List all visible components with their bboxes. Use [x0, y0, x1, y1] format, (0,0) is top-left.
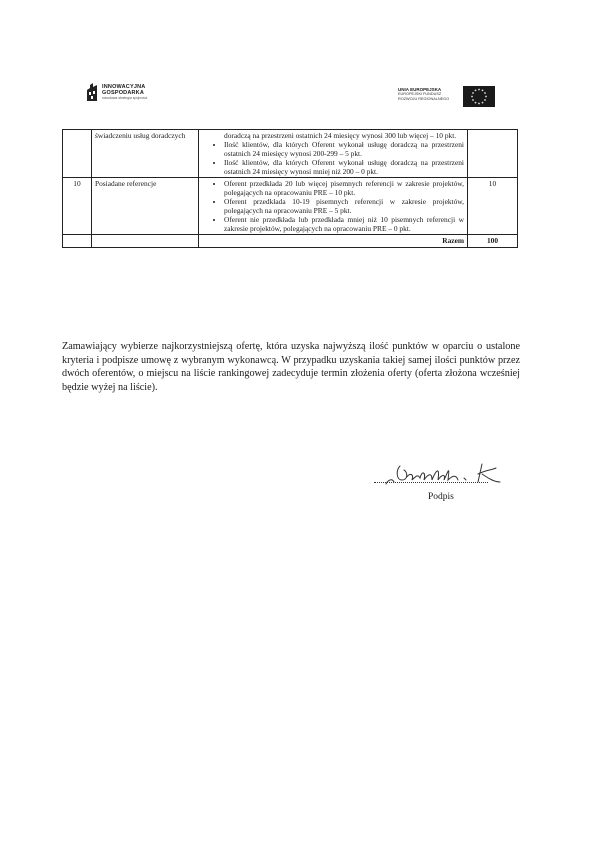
eu-line-2: EUROPEJSKI FUNDUSZ [398, 92, 442, 96]
list-item: • Ilość klientów, dla których Oferent wykonał usługę doradczą na przestrzeni ostatnich 24 miesięcy wynosi 200-299 – 5 pkt. [224, 140, 464, 158]
logo-line-3: narodowa strategia spójności [102, 96, 148, 100]
logo-line-2: GOSPODARKA [102, 90, 145, 96]
list-item: • Oferent przedkłada 20 lub więcej pisemnych referencji w zakresie projektów, polegających na opracowaniu PRE – 10 pkt. [224, 179, 464, 197]
criterion-description [199, 178, 468, 235]
eu-flag-icon [463, 86, 495, 107]
criteria-table [62, 129, 518, 248]
criterion-points [468, 130, 518, 178]
criterion-name: Posiadane referencje [92, 178, 199, 235]
innowacyjna-gospodarka-logo-icon [86, 82, 98, 102]
table-row [63, 130, 518, 178]
signature-label: Podpis [428, 492, 454, 502]
criterion-number: 10 [63, 178, 92, 235]
table-row [63, 178, 518, 235]
signature-line [374, 482, 488, 483]
description-continuation: doradczą na przestrzeni ostatnich 24 miesięcy wynosi 300 lub więcej – 10 pkt. [224, 131, 457, 140]
criterion-points: 10 [468, 178, 518, 235]
eu-line-3: ROZWOJU REGIONALNEGO [398, 97, 450, 101]
list-item: • Oferent przedkłada 10-19 pisemnych referencji w zakresie projektów, polegających na opracowaniu PRE – 5 pkt. [224, 197, 464, 215]
criterion-number [63, 130, 92, 178]
list-item: • Oferent nie przedkłada lub przedkłada mniej niż 10 pisemnych referencji w zakresie projektów, polegających na opracowaniu PRE – 0 pkt. [224, 215, 464, 233]
criterion-name: świadczeniu usług doradczych [92, 130, 199, 178]
criterion-description [199, 130, 468, 178]
innowacyjna-gospodarka-logo [86, 82, 206, 104]
selection-paragraph: Zamawiający wybierze najkorzystniejszą ofertę, która uzyska najwyższą ilość punktów w oparciu o ustalone kryteria i podpisze umowę z wybranym wykonawcą. W przypadku uzyskania takiej samej ilości punktów przez dwóch oferentów, o miejscu na liście rankingowej zadecyduje termin złożenia oferty (oferta złożona wcześniej będzie wyżej na liście). [62, 341, 520, 393]
empty-cell [92, 235, 199, 248]
logo-line-1: INNOWACYJNA [102, 84, 146, 90]
sum-row [63, 235, 518, 248]
empty-cell [63, 235, 92, 248]
eu-line-1: UNIA EUROPEJSKA [398, 87, 442, 92]
handwritten-signature [378, 452, 518, 492]
sum-label: Razem [199, 235, 468, 248]
eu-logo [398, 86, 498, 108]
sum-value: 100 [468, 235, 518, 248]
list-item: • Ilość klientów, dla których Oferent wykonał usługę doradczą na przestrzeni ostatnich 24 miesięcy wynosi mniej niż 200 – 0 pkt. [224, 158, 464, 176]
